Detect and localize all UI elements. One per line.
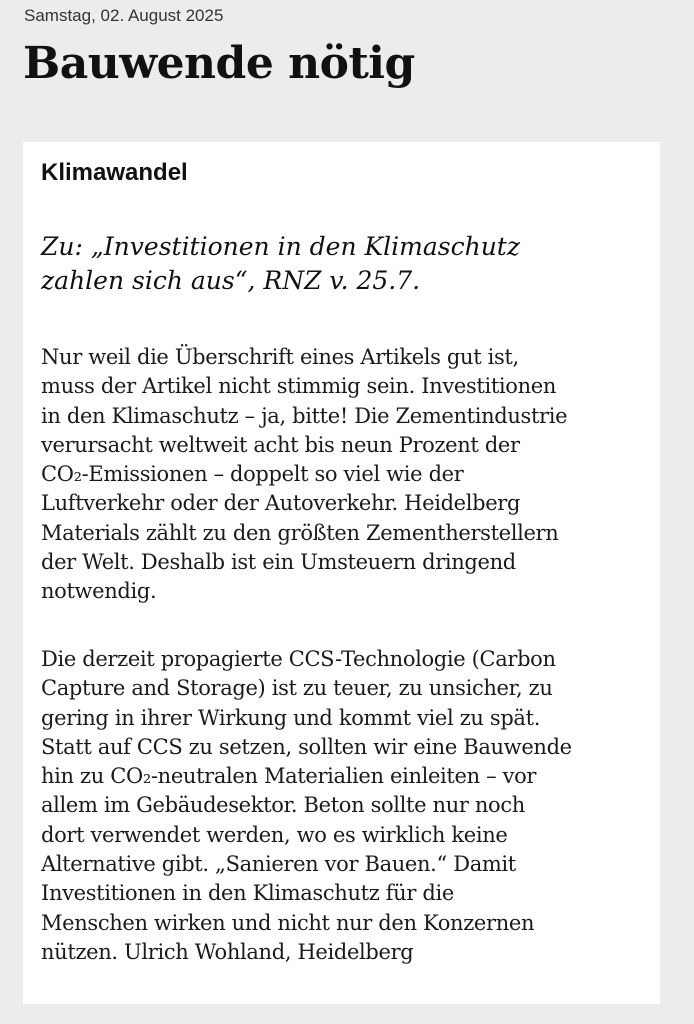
paragraph-2-line: Die derzeit propagierte CCS-Technologie (Carbon xyxy=(41,647,556,671)
letter-paragraph-1 xyxy=(41,343,655,607)
reference-line-1: Zu: „Investitionen in den Klimaschutz xyxy=(41,232,521,261)
paragraph-1-line: Luftverkehr oder der Autoverkehr. Heidelberg xyxy=(41,491,521,516)
paragraph-2-line: allem im Gebäudesektor. Beton sollte nur noch xyxy=(41,793,525,818)
paragraph-1-line: CO₂-Emissionen – doppelt so viel wie der xyxy=(41,462,464,487)
reference-line xyxy=(41,230,601,298)
article-date: Samstag, 02. August 2025 xyxy=(24,6,224,25)
paragraph-1-line: muss der Artikel nicht stimmig sein. Investitionen xyxy=(41,374,557,399)
paragraph-2-line: hin zu CO₂-neutralen Materialien einleiten – vor xyxy=(41,764,537,789)
paragraph-1-line: notwendig. xyxy=(41,579,157,604)
paragraph-2-line: Menschen wirken und nicht nur den Konzernen xyxy=(41,910,535,935)
paragraph-2-line: Alternative gibt. „Sanieren vor Bauen.“ Damit xyxy=(41,852,516,877)
paragraph-2-line: Investitionen in den Klimaschutz für die xyxy=(41,881,454,906)
paragraph-2-line: dort verwendet werden, wo es wirklich keine xyxy=(41,822,508,847)
paragraph-1-line: verursacht weltweit acht bis neun Prozent der xyxy=(41,432,520,457)
paragraph-1-line: Materials zählt zu den größten Zementherstellern xyxy=(41,520,559,545)
article-headline: Bauwende nötig xyxy=(23,38,415,89)
paragraph-1-line: Nur weil die Überschrift eines Artikels gut ist, xyxy=(41,345,519,369)
paragraph-2-line: gering in ihrer Wirkung und kommt viel zu spät. xyxy=(41,705,541,730)
paragraph-2-line: Statt auf CCS zu setzen, sollten wir eine Bauwende xyxy=(41,734,572,759)
section-title: Klimawandel xyxy=(41,159,188,186)
reference-line-2: zahlen sich aus“, RNZ v. 25.7. xyxy=(41,266,421,295)
paragraph-1-line: der Welt. Deshalb ist ein Umsteuern dringend xyxy=(41,550,516,575)
letter-paragraph-2 xyxy=(41,645,655,967)
paragraph-1-line: in den Klimaschutz – ja, bitte! Die Zementindustrie xyxy=(41,403,568,428)
paragraph-2-line: nützen. Ulrich Wohland, Heidelberg xyxy=(41,939,414,964)
letter-card xyxy=(23,142,660,1004)
paragraph-2-line: Capture and Storage) ist zu teuer, zu unsicher, zu xyxy=(41,676,553,701)
